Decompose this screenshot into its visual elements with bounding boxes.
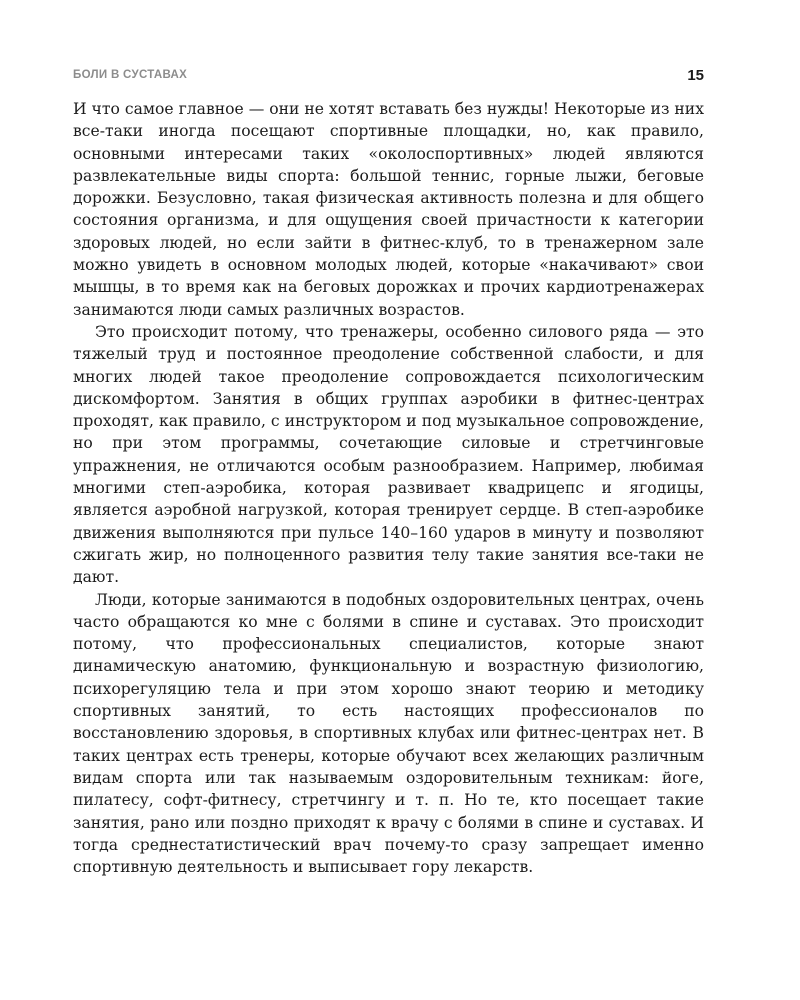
paragraph: Люди, которые занимаются в подобных оздоровительных центрах, очень часто обращаются ко мне с болями в спине и суставах. Это происходит потому, что профессиональных специалистов, которые знают динамическую анатомию, функциональную и возрастную физиологию, психорегуляцию тела и при этом хорошо знают теорию и методику спортивных занятий, то есть настоящих профессионалов по восстановлению здоровья, в спортивных клубах или фитнес-центрах нет. В таких центрах есть тренеры, которые обучают всех желающих различным видам спорта или так называемым оздоровительным техникам: йоге, пилатесу, софт-фитнесу, стретчингу и т. п. Но те, кто посещает такие занятия, рано или поздно приходят к врачу с болями в спине и суставах. И тогда среднестатистический врач почему-то сразу запрещает именно спортивную деятельность и выписывает гору лекарств.: [73, 590, 704, 877]
paragraph: Это происходит потому, что тренажеры, особенно силового ряда — это тяжелый труд и постоянное преодоление собственной слабости, и для многих людей такое преодоление сопровождается психологическим дискомфортом. Занятия в общих группах аэробики в фитнес-центрах проходят, как правило, с инструктором и под музыкальное сопровождение, но при этом программы, сочетающие силовые и стретчинговые упражнения, не отличаются особым разнообразием. Например, любимая многими степ-аэробика, которая развивает квадрицепс и ягодицы, является аэробной нагрузкой, которая тренирует сердце. В степ-аэробике движения выполняются при пульсе 140–160 ударов в минуту и позволяют сжигать жир, но полноценного развития телу такие занятия все-таки не дают.: [73, 322, 704, 587]
page-number: 15: [687, 67, 704, 84]
body-text: [73, 98, 704, 878]
running-head: БОЛИ В СУСТАВАХ: [73, 69, 188, 81]
paragraph: И что самое главное — они не хотят вставать без нужды! Некоторые из них все-таки иногда посещают спортивные площадки, но, как правило, основными интересами таких «околоспортивных» людей являются развлекательные виды спорта: большой теннис, горные лыжи, беговые дорожки. Безусловно, такая физическая активность полезна и для общего состояния организма, и для ощущения своей причастности к категории здоровых людей, но если зайти в фитнес-клуб, то в тренажерном зале можно увидеть в основном молодых людей, которые «накачивают» свои мышцы, в то время как на беговых дорожках и прочих кардиотренажерах занимаются люди самых различных возрастов.: [73, 100, 704, 319]
